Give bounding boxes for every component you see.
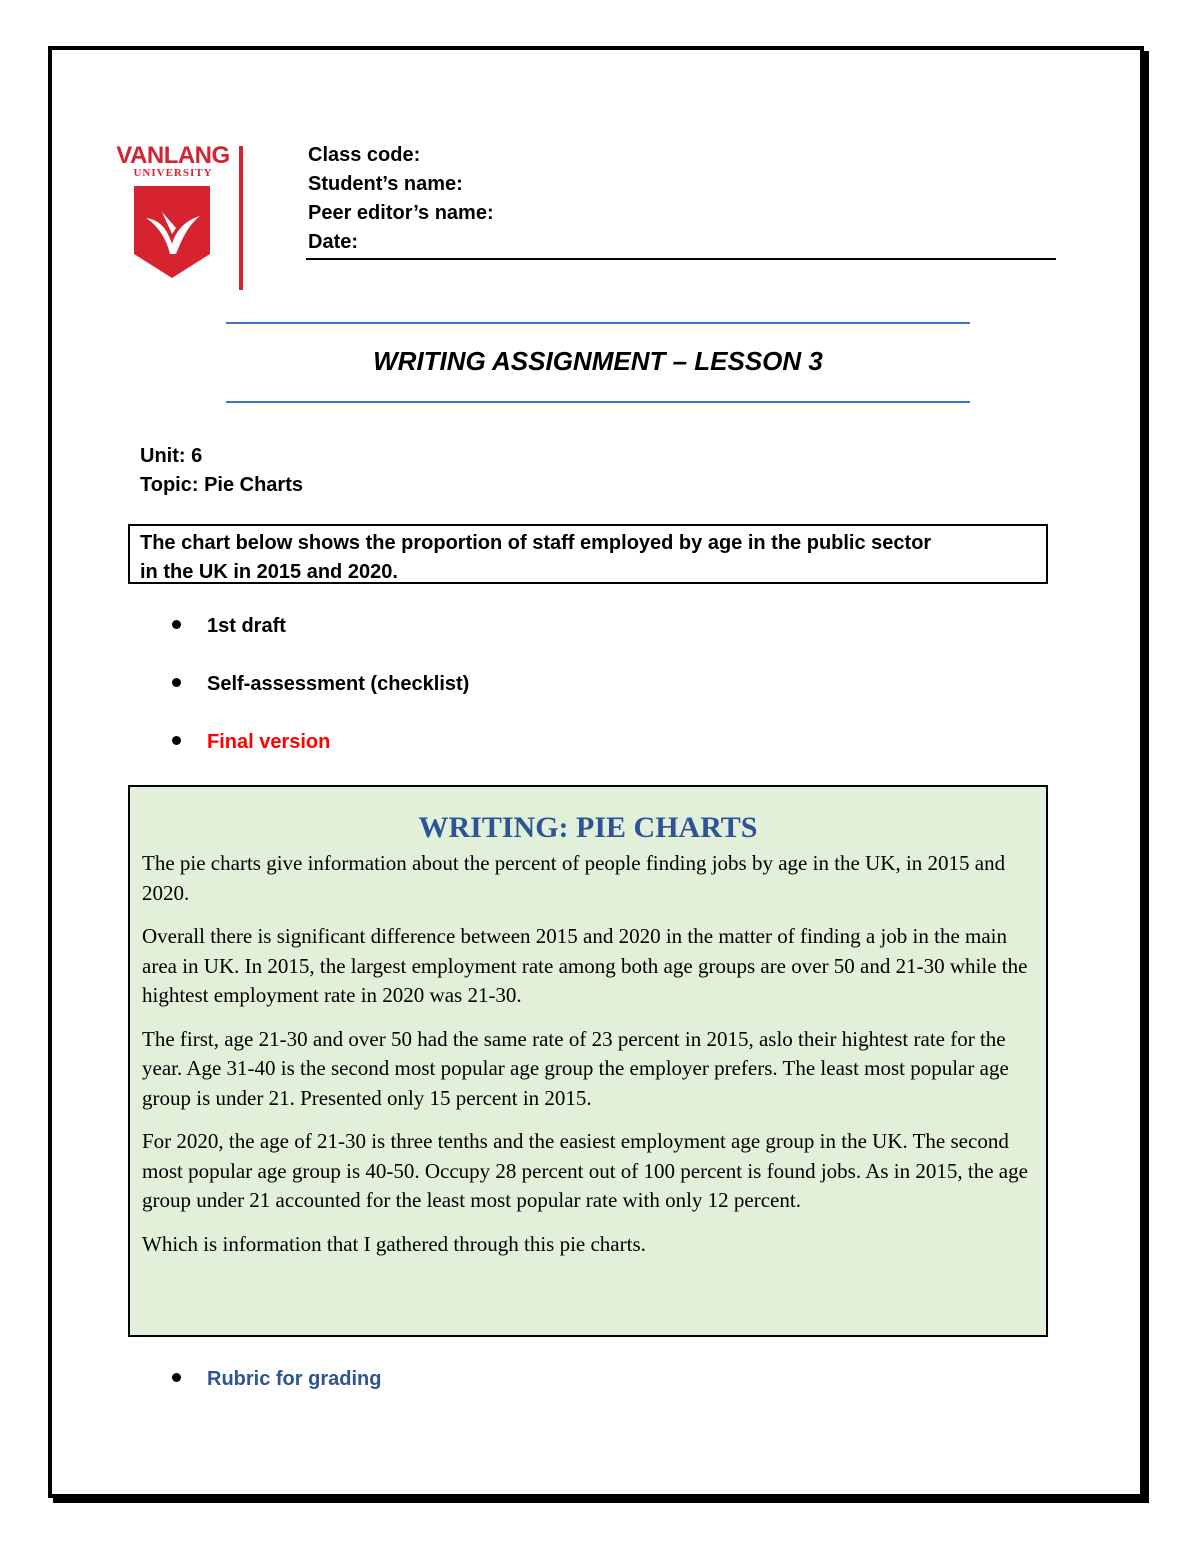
bullet-rubric <box>172 1368 381 1391</box>
topic-label: Topic: Pie Charts <box>140 474 303 496</box>
title-rule-top <box>226 322 970 324</box>
bullet-self-label: Self-assessment (checklist) <box>207 673 470 695</box>
page-title: WRITING ASSIGNMENT – LESSON 3 <box>373 346 823 376</box>
logo-divider <box>239 146 243 290</box>
essay-paragraph-3: The first, age 21-30 and over 50 had the same rate of 23 percent in 2015, aslo their hightest rate for the year. Age 31-40 is the second most popular age group the employer prefers. The least most popular age group is under 21. Presented only 15 percent in 2015. <box>142 1026 1009 1110</box>
bullet-draft-label: 1st draft <box>207 615 286 637</box>
prompt-line-2: in the UK in 2015 and 2020. <box>140 561 398 583</box>
unit-topic-block <box>140 442 303 500</box>
logo-subtitle: UNIVERSITY <box>133 167 213 179</box>
essay-paragraph-1: The pie charts give information about the percent of people finding jobs by age in the UK, in 2015 and 2020. <box>142 851 1006 905</box>
essay-title: WRITING: PIE CHARTS <box>418 811 758 844</box>
date-label: Date: <box>308 231 359 253</box>
logo-name: VANLANG <box>116 142 230 169</box>
bullet-final-version <box>172 731 330 754</box>
peer-editor-label: Peer editor’s name: <box>308 202 494 224</box>
bullet-icon <box>172 678 181 687</box>
prompt-line-1: The chart below shows the proportion of staff employed by age in the public sector <box>140 532 932 554</box>
title-rule-bottom <box>226 401 970 403</box>
essay-paragraph-2: Overall there is significant difference between 2015 and 2020 in the matter of finding a job in the main area in UK. In 2015, the largest employment rate among both age groups are over 50 and 21-30 while the hightest employment rate in 2020 was 21-30. <box>142 924 1028 1007</box>
header-underline <box>306 258 1056 260</box>
unit-label: Unit: 6 <box>140 445 203 467</box>
bullet-icon <box>172 736 181 745</box>
university-logo <box>112 142 242 292</box>
bullet-final-label: Final version <box>207 731 331 753</box>
bullet-rubric-label: Rubric for grading <box>207 1368 382 1390</box>
prompt-box <box>128 524 1048 584</box>
essay-paragraph-4: For 2020, the age of 21-30 is three tenths and the easiest employment age group in the UK. The second most popular age group is 40-50. Occupy 28 percent out of 100 percent is found jobs. As in 2015, the age group under 21 accounted for the least most popular rate with only 12 percent. <box>142 1129 1028 1212</box>
class-code-label: Class code: <box>308 144 421 166</box>
essay-box <box>128 785 1048 1337</box>
student-name-label: Student’s name: <box>308 173 463 195</box>
bullet-icon <box>172 1373 181 1382</box>
bullet-self-assessment <box>172 673 469 696</box>
bullet-draft <box>172 615 286 638</box>
essay-paragraph-5: Which is information that I gathered through this pie charts. <box>142 1231 646 1256</box>
shield-logo-icon <box>132 184 212 280</box>
bullet-icon <box>172 620 181 629</box>
